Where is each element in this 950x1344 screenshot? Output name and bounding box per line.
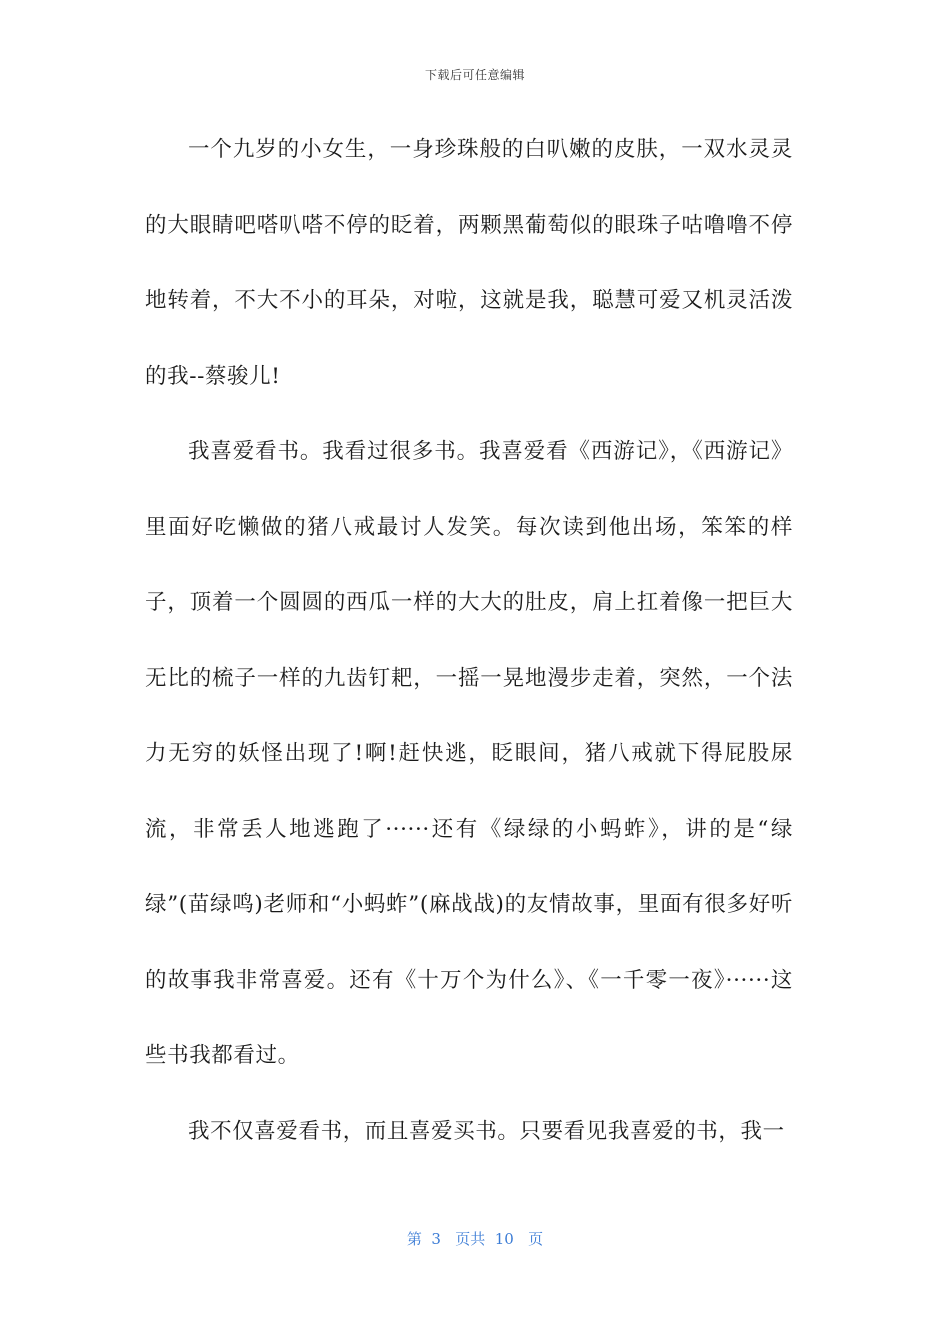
paragraph-intro: 一个九岁的小女生，一身珍珠般的白叭嫩的皮肤，一双水灵灵的大眼睛吧嗒叭嗒不停的眨着，两颗黑葡萄似的眼珠子咕噜噜不停地转着，不大不小的耳朵，对啦，这就是我，聪慧可爱又机灵活泼的我--蔡骏儿!	[145, 137, 793, 389]
paragraph-buying: 我不仅喜爱看书，而且喜爱买书。只要看见我喜爱的书，我一	[188, 1118, 785, 1144]
page-header: 下载后可任意编辑	[424, 68, 525, 82]
page-number-footer: 第 3 页共 10 页	[406, 1230, 544, 1248]
paragraph-reading: 我喜爱看书。我看过很多书。我喜爱看《西游记》，《西游记》里面好吃懒做的猪八戒最讨人发笑。每次读到他出场，笨笨的样子，顶着一个圆圆的西瓜一样的大大的肚皮，肩上扛着像一把巨大无比的梳子一样的九齿钉耙，一摇一晃地漫步走着，突然，一个法力无穷的妖怪出现了!啊!赶快逃，眨眼间，猪八戒就下得屁股尿流，非常丢人地逃跑了······还有《绿绿的小蚂蚱》，讲的是“绿绿”(苗绿鸣)老师和“小蚂蚱”(麻战战)的友情故事，里面有很多好听的故事我非常喜爱。还有《十万个为什么》、《一千零一夜》······这些书我都看过。	[145, 439, 793, 1068]
document-body	[145, 112, 793, 1169]
